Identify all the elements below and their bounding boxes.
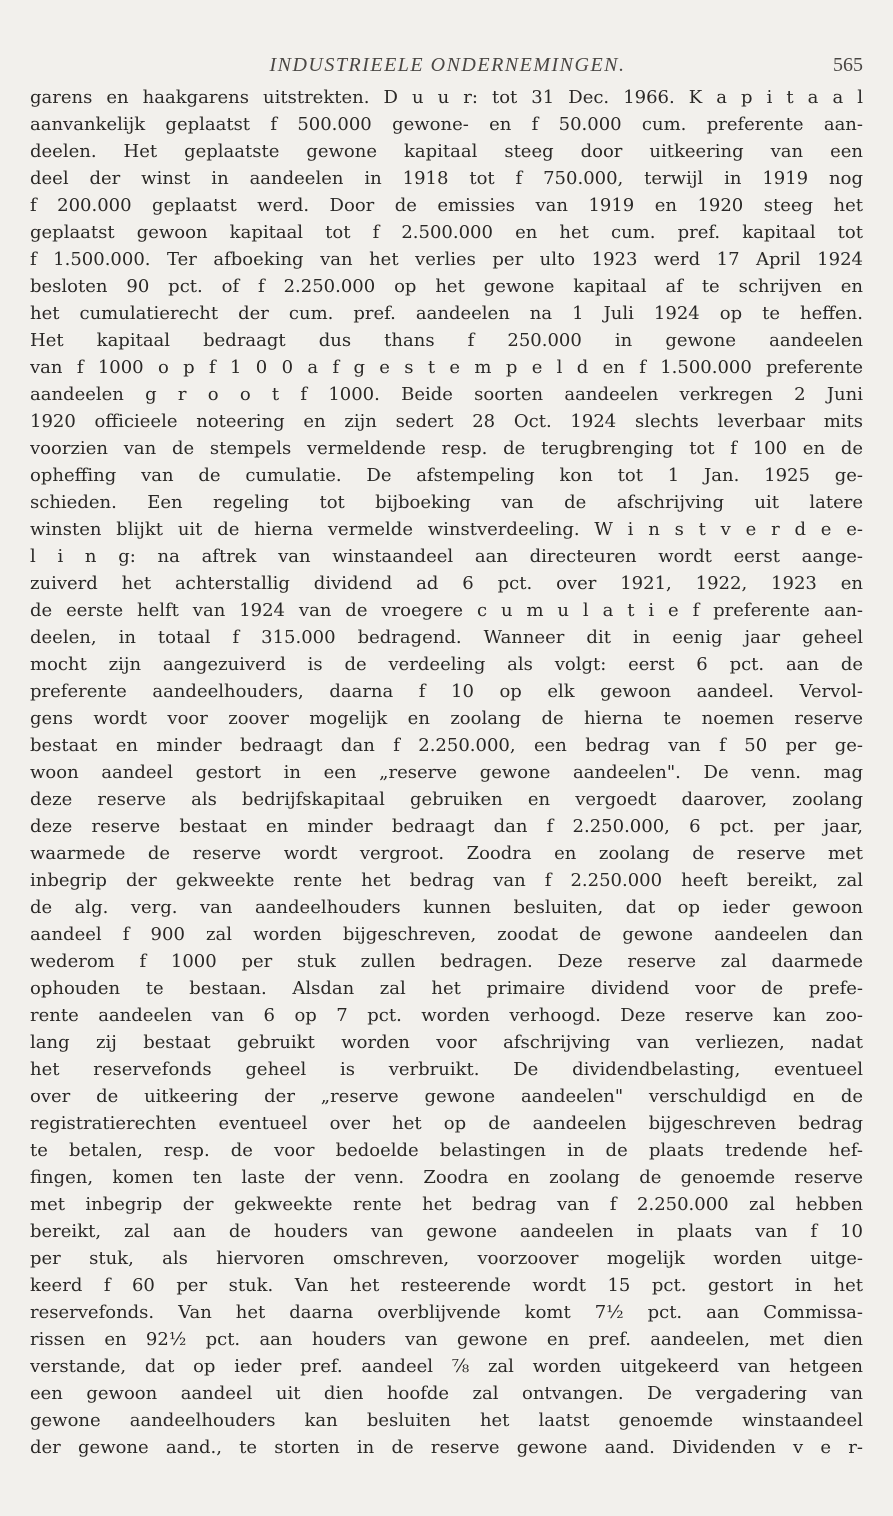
text-line: woon aandeel gestort in een „reserve gewone aandeelen". De venn. mag (30, 762, 863, 783)
text-line: wederom f 1000 per stuk zullen bedragen. Deze reserve zal daarmede (30, 951, 863, 972)
text-line: deelen, in totaal f 315.000 bedragend. Wanneer dit in eenig jaar geheel (30, 627, 863, 648)
text-line: preferente aandeelhouders, daarna f 10 op elk gewoon aandeel. Vervol- (30, 681, 863, 702)
text-line: verstande, dat op ieder pref. aandeel ⅞ zal worden uitgekeerd van hetgeen (30, 1356, 863, 1377)
text-line: bestaat en minder bedraagt dan f 2.250.000, een bedrag van f 50 per ge- (30, 735, 863, 756)
text-line: reservefonds. Van het daarna overblijvende komt 7½ pct. aan Commissa- (30, 1302, 863, 1323)
text-line: l i n g: na aftrek van winstaandeel aan directeuren wordt eerst aange- (30, 546, 863, 567)
text-line: deze reserve bestaat en minder bedraagt dan f 2.250.000, 6 pct. per jaar, (30, 816, 863, 837)
text-line: bereikt, zal aan de houders van gewone aandeelen in plaats van f 10 (30, 1221, 863, 1242)
text-line: f 200.000 geplaatst werd. Door de emissies van 1919 en 1920 steeg het (30, 195, 863, 216)
text-line: rissen en 92½ pct. aan houders van gewone en pref. aandeelen, met dien (30, 1329, 863, 1350)
page-header (32, 52, 863, 82)
text-line: keerd f 60 per stuk. Van het resteerende wordt 15 pct. gestort in het (30, 1275, 863, 1296)
text-line: schieden. Een regeling tot bijboeking van de afschrijving uit latere (30, 492, 863, 513)
text-line: aanvankelijk geplaatst f 500.000 gewone- en f 50.000 cum. preferente aan- (30, 114, 863, 135)
text-line: geplaatst gewoon kapitaal tot f 2.500.000 en het cum. pref. kapitaal tot (30, 222, 863, 243)
text-line: winsten blijkt uit de hierna vermelde winstverdeeling. W i n s t v e r d e e- (30, 519, 863, 540)
text-line: f 1.500.000. Ter afboeking van het verlies per ulto 1923 werd 17 April 1924 (30, 249, 863, 270)
text-line: der gewone aand., te storten in de reserve gewone aand. Dividenden v e r- (30, 1437, 863, 1458)
text-line: deze reserve als bedrijfskapitaal gebruiken en vergoedt daarover, zoolang (30, 789, 863, 810)
text-line: inbegrip der gekweekte rente het bedrag van f 2.250.000 heeft bereikt, zal (30, 870, 863, 891)
text-line: registratierechten eventueel over het op de aandeelen bijgeschreven bedrag (30, 1113, 863, 1134)
text-line: de alg. verg. van aandeelhouders kunnen besluiten, dat op ieder gewoon (30, 897, 863, 918)
text-line: opheffing van de cumulatie. De afstempeling kon tot 1 Jan. 1925 ge- (30, 465, 863, 486)
text-line: garens en haakgarens uitstrekten. D u u r: tot 31 Dec. 1966. K a p i t a a l (30, 87, 863, 108)
text-line: mocht zijn aangezuiverd is de verdeeling als volgt: eerst 6 pct. aan de (30, 654, 863, 675)
text-line: deelen. Het geplaatste gewone kapitaal steeg door uitkeering van een (30, 141, 863, 162)
text-line: per stuk, als hiervoren omschreven, voorzoover mogelijk worden uitge- (30, 1248, 863, 1269)
text-line: ophouden te bestaan. Alsdan zal het primaire dividend voor de prefe- (30, 978, 863, 999)
text-line: 1920 officieele noteering en zijn sedert 28 Oct. 1924 slechts leverbaar mits (30, 411, 863, 432)
text-line: te betalen, resp. de voor bedoelde belastingen in de plaats tredende hef- (30, 1140, 863, 1161)
text-line: Het kapitaal bedraagt dus thans f 250.000 in gewone aandeelen (30, 330, 863, 351)
text-line: voorzien van de stempels vermeldende resp. de terugbrenging tot f 100 en de (30, 438, 863, 459)
text-line: rente aandeelen van 6 op 7 pct. worden verhoogd. Deze reserve kan zoo- (30, 1005, 863, 1026)
page-number: 565 (833, 54, 863, 76)
text-line: aandeel f 900 zal worden bijgeschreven, zoodat de gewone aandeelen dan (30, 924, 863, 945)
text-line: de eerste helft van 1924 van de vroegere c u m u l a t i e f preferente aan- (30, 600, 863, 621)
text-line: het reservefonds geheel is verbruikt. De dividendbelasting, eventueel (30, 1059, 863, 1080)
text-line: waarmede de reserve wordt vergroot. Zoodra en zoolang de reserve met (30, 843, 863, 864)
text-line: lang zij bestaat gebruikt worden voor afschrijving van verliezen, nadat (30, 1032, 863, 1053)
text-line: een gewoon aandeel uit dien hoofde zal ontvangen. De vergadering van (30, 1383, 863, 1404)
body-text (30, 84, 863, 1461)
text-line: gewone aandeelhouders kan besluiten het laatst genoemde winstaandeel (30, 1410, 863, 1431)
text-line: besloten 90 pct. of f 2.250.000 op het gewone kapitaal af te schrijven en (30, 276, 863, 297)
text-line: van f 1000 o p f 1 0 0 a f g e s t e m p e l d en f 1.500.000 preferente (30, 357, 863, 378)
text-line: het cumulatierecht der cum. pref. aandeelen na 1 Juli 1924 op te heffen. (30, 303, 863, 324)
text-line: deel der winst in aandeelen in 1918 tot f 750.000, terwijl in 1919 nog (30, 168, 863, 189)
text-line: zuiverd het achterstallig dividend ad 6 pct. over 1921, 1922, 1923 en (30, 573, 863, 594)
text-line: aandeelen g r o o t f 1000. Beide soorten aandeelen verkregen 2 Juni (30, 384, 863, 405)
text-line: fingen, komen ten laste der venn. Zoodra en zoolang de genoemde reserve (30, 1167, 863, 1188)
text-line: met inbegrip der gekweekte rente het bedrag van f 2.250.000 zal hebben (30, 1194, 863, 1215)
running-title: INDUSTRIEELE ONDERNEMINGEN. (269, 54, 626, 76)
text-line: over de uitkeering der „reserve gewone aandeelen" verschuldigd en de (30, 1086, 863, 1107)
text-line: gens wordt voor zoover mogelijk en zoolang de hierna te noemen reserve (30, 708, 863, 729)
